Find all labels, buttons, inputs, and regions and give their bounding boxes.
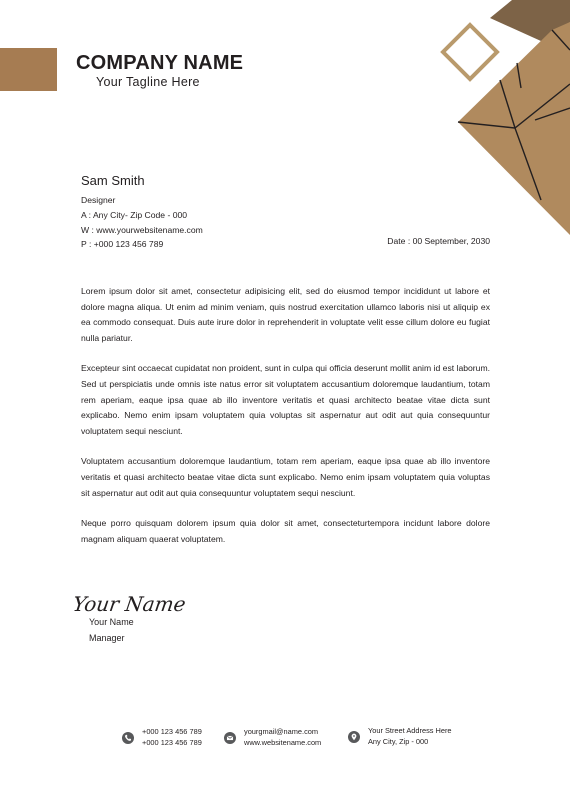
- corner-decoration: [440, 0, 570, 240]
- footer-contacts: [0, 726, 570, 754]
- company-name: COMPANY NAME: [76, 52, 244, 74]
- corner-diamond-outline: [443, 25, 497, 79]
- signature-title: Manager: [89, 633, 125, 643]
- footer-phone-1: +000 123 456 789: [142, 727, 202, 736]
- decorative-bar: [0, 48, 57, 91]
- body-paragraph: Neque porro quisquam dolorem ipsum quia dolor sit amet, consecteturtempora incidunt labore dolore magnam aliquam quaerat voluptatem.: [81, 518, 490, 544]
- location-pin-icon: [348, 731, 360, 743]
- sender-block: [81, 173, 203, 252]
- footer-phone-2: +000 123 456 789: [142, 737, 202, 747]
- body-paragraph: Lorem ipsum dolor sit amet, consectetur adipisicing elit, sed do eiusmod tempor incididunt ut labore et dolore magna aliqua. Ut enim ad minim veniam, quis nostrud exercitation ullamco laboris nisi ut aliquip ex ea commodo consequat. Duis aute irure dolor in reprehenderit in voluptate velit esse cillum dolore eu fugiat nulla pariatur.: [81, 286, 490, 343]
- phone-icon: [122, 732, 134, 744]
- footer-email: [224, 727, 321, 748]
- body-paragraph: Excepteur sint occaecat cupidatat non proident, sunt in culpa qui officia deserunt mollit anim id est laborum. Sed ut perspiciatis unde omnis iste natus error sit voluptatem accusantium doloremque laudantium, totam rem aperiam, eaque ipsa quae ab illo inventore veritatis et quasi architecto beatae vitae dicta sunt explicabo. Nemo enim ipsam voluptatem quia voluptas sit aspernatur aut odit aut quia consequuntur voluptatem sequi nesciunt.: [81, 363, 490, 436]
- sender-role: Designer: [81, 195, 116, 205]
- letter-date: Date : 00 September, 2030: [387, 236, 490, 246]
- letter-body: [81, 284, 490, 562]
- footer-phone: [122, 727, 202, 748]
- sender-phone: P : +000 123 456 789: [81, 239, 164, 250]
- signature-name: Your Name: [89, 617, 134, 627]
- body-paragraph: Voluptatem accusantium doloremque laudantium, totam rem aperiam, eaque ipsa quae ab illo inventore veritatis et quasi architecto beatae vitae dicta sunt explicabo. Nemo enim ipsam voluptatem quia voluptas sit aspernatur aut odit aut quia consequuntur voluptatem sequi nesciunt.: [81, 456, 490, 498]
- footer-address-line-2: Any City, Zip - 000: [368, 736, 429, 746]
- company-tagline: Your Tagline Here: [96, 75, 200, 89]
- sender-website: W : www.yourwebsitename.com: [81, 224, 203, 235]
- email-icon: [224, 732, 236, 744]
- footer-email-address: yourgmail@name.com: [244, 727, 319, 736]
- footer-address-line-1: Your Street Address Here: [368, 726, 452, 735]
- footer-website: www.websitename.com: [244, 737, 322, 747]
- signature-script: Your Name: [71, 592, 188, 616]
- sender-name: Sam Smith: [81, 173, 145, 188]
- footer-address: [348, 726, 452, 747]
- sender-address: A : Any City- Zip Code - 000: [81, 209, 188, 220]
